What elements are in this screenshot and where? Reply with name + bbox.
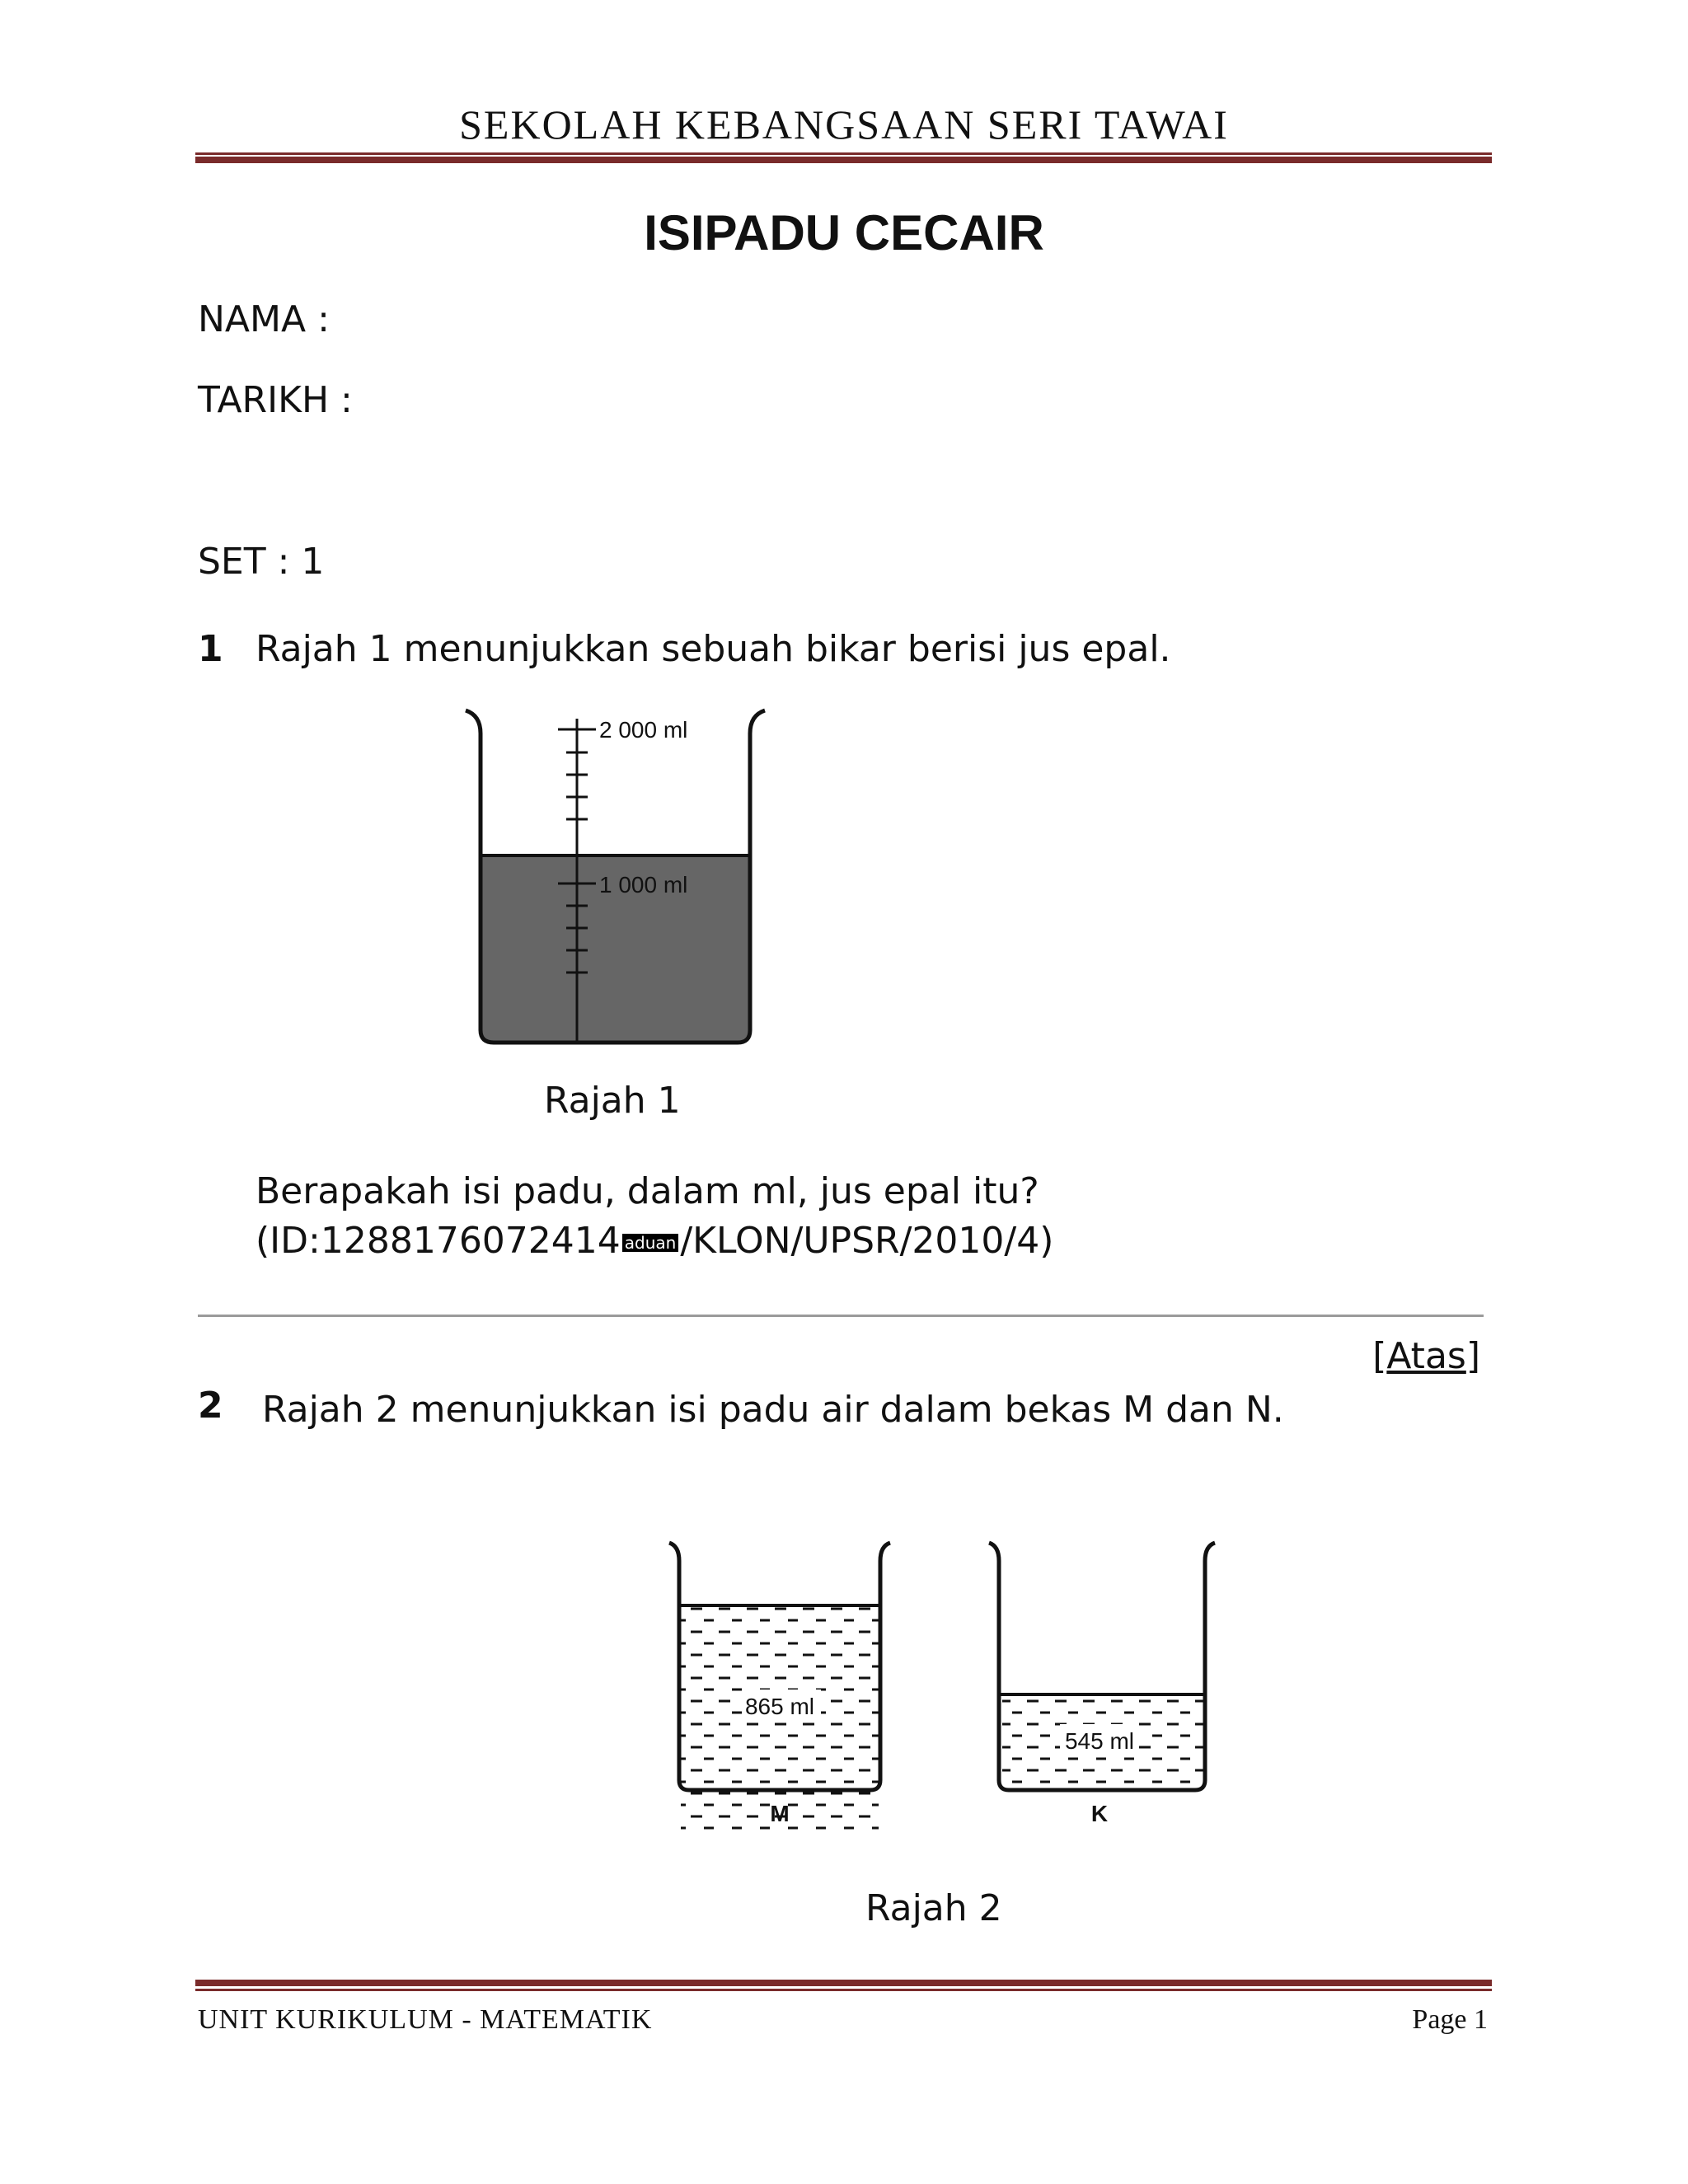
atas-link-label[interactable]: Atas (1386, 1335, 1466, 1377)
tarikh-label: TARIKH : (198, 379, 353, 421)
containers-figure-2 (659, 1533, 1236, 1830)
reference-suffix: /KLON/UPSR/2010/4) (680, 1220, 1054, 1262)
question-2-number: 2 (198, 1385, 223, 1427)
container-m-volume: 865 ml (744, 1694, 815, 1719)
question-1-reference (256, 1220, 1053, 1262)
question-2-text: Rajah 2 menunjukkan isi padu air dalam bekas M dan N. (262, 1389, 1284, 1431)
figure-2-caption: Rajah 2 (865, 1887, 1002, 1929)
beaker-1-mark-mid: 1 000 ml (599, 872, 688, 898)
container-m-label: M (770, 1801, 790, 1826)
question-1-text: Rajah 1 menunjukkan sebuah bikar berisi jus epal. (256, 628, 1171, 670)
school-header: SEKOLAH KEBANGSAAN SERI TAWAI (459, 101, 1229, 148)
container-k-volume: 545 ml (1064, 1728, 1135, 1754)
header-rule-thick (195, 157, 1492, 163)
footer-unit: UNIT KURIKULUM - MATEMATIK (198, 2004, 653, 2035)
nama-label: NAMA : (198, 298, 330, 340)
footer-rule-thin (195, 1989, 1492, 1991)
set-label: SET : 1 (198, 541, 325, 583)
question-1-prompt: Berapakah isi padu, dalam ml, jus epal itu? (256, 1170, 1039, 1212)
beaker-1-mark-top: 2 000 ml (599, 717, 688, 743)
beaker-figure-1 (457, 701, 787, 1055)
page-title: ISIPADU CECAIR (644, 205, 1044, 260)
header-rule-thin (195, 152, 1492, 155)
footer-page-number: Page 1 (1412, 2004, 1488, 2035)
container-k-label: K (1090, 1801, 1109, 1826)
aduan-tag[interactable]: aduan (622, 1234, 679, 1252)
question-1-number: 1 (198, 628, 223, 670)
atas-link[interactable]: [Atas] (1372, 1335, 1480, 1377)
figure-1-caption: Rajah 1 (544, 1080, 681, 1122)
reference-prefix: (ID:1288176072414 (256, 1220, 621, 1262)
section-divider (198, 1315, 1484, 1317)
footer-rule-thick (195, 1980, 1492, 1986)
